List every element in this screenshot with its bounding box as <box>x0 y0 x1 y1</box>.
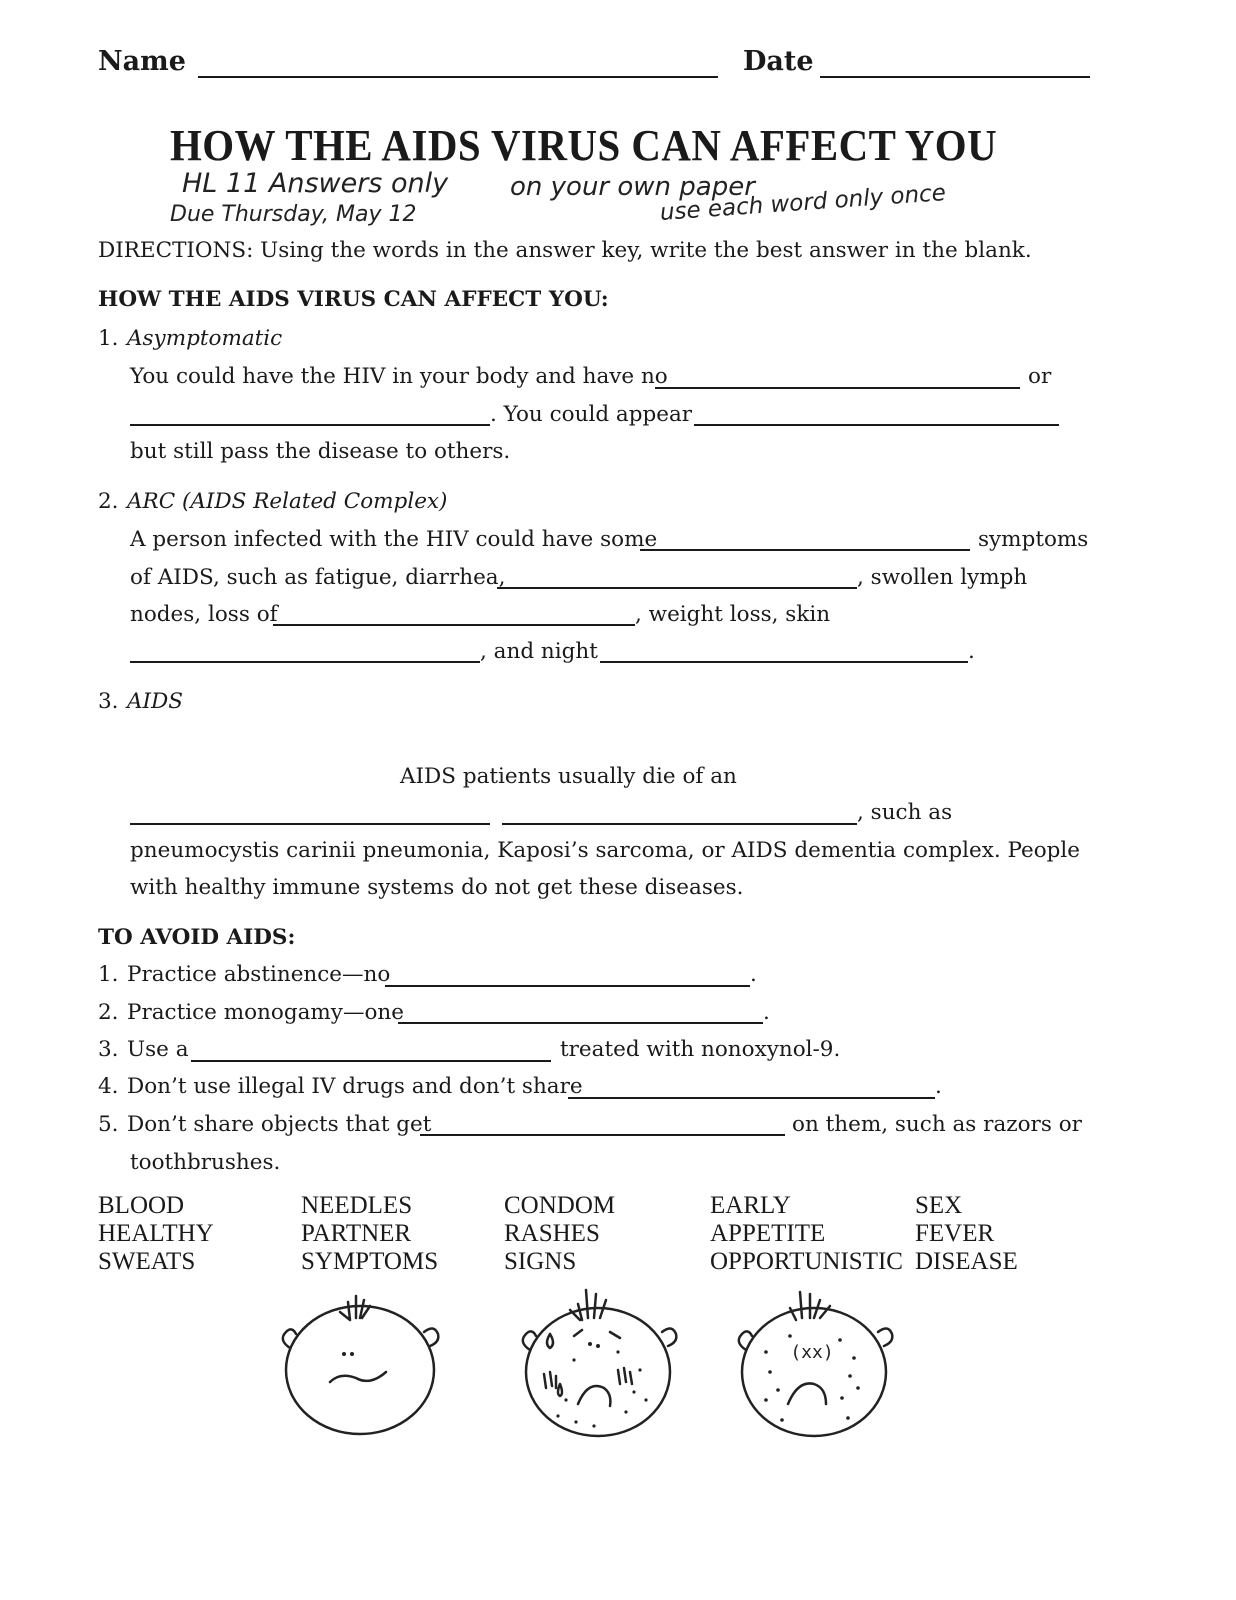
avoid-item5-number: 5. <box>98 1112 119 1137</box>
word-key-column-1 <box>98 1192 214 1276</box>
item1-blank-3[interactable] <box>694 422 1059 426</box>
word-key-term: CONDOM <box>504 1192 616 1219</box>
item1-blank-1[interactable] <box>655 385 1020 389</box>
item2-blank-5[interactable] <box>600 659 968 663</box>
section-heading-affect: HOW THE AIDS VIRUS CAN AFFECT YOU: <box>98 287 609 312</box>
avoid-item1-text: Practice abstinence—no <box>127 962 391 987</box>
word-key-term: BLOOD <box>98 1192 185 1219</box>
word-key-term: SYMPTOMS <box>301 1248 439 1275</box>
face-eyes-label: (xx) <box>790 1342 834 1363</box>
avoid-item5-blank[interactable] <box>420 1132 785 1136</box>
word-key-column-2 <box>301 1192 438 1276</box>
item3-text-3: pneumocystis carinii pneumonia, Kaposi’s sarcoma, or AIDS dementia complex. People <box>130 838 1081 863</box>
avoid-item3-blank[interactable] <box>191 1058 551 1062</box>
section-heading-avoid: TO AVOID AIDS: <box>98 925 296 950</box>
avoid-item3-end: treated with nonoxynol-9. <box>560 1037 841 1062</box>
avoid-item5-text: Don’t share objects that get <box>127 1112 432 1137</box>
item2-blank-1[interactable] <box>640 547 970 551</box>
page-title: HOW THE AIDS VIRUS CAN AFFECT YOU <box>170 121 998 170</box>
word-key-term: NEEDLES <box>301 1192 413 1219</box>
sad-face-illustration-1 <box>278 1282 448 1442</box>
avoid-item5-end: on them, such as razors or <box>792 1112 1082 1137</box>
item1-text-3: . You could appear <box>490 402 693 427</box>
word-key-term: HEALTHY <box>98 1220 214 1247</box>
item2-text-3: of AIDS, such as fatigue, diarrhea, <box>130 565 506 590</box>
handwritten-note-3: Due Thursday, May 12 <box>170 202 417 227</box>
avoid-item2-end: . <box>763 1000 770 1025</box>
item2-text-4: , swollen lymph <box>857 565 1028 590</box>
avoid-item4-text: Don’t use illegal IV drugs and don’t share <box>127 1074 583 1099</box>
item2-text-7: , and night <box>480 639 598 664</box>
item2-text-6: , weight loss, skin <box>635 602 831 627</box>
name-label: Name <box>98 46 186 77</box>
item3-number: 3. <box>98 689 119 714</box>
word-key-term: EARLY <box>710 1192 791 1219</box>
item2-text-8: . <box>968 639 975 664</box>
item3-title: AIDS <box>127 689 183 714</box>
word-key-term: APPETITE <box>710 1220 826 1247</box>
word-key-term: PARTNER <box>301 1220 412 1247</box>
date-field[interactable] <box>820 74 1090 78</box>
avoid-item2-number: 2. <box>98 1000 119 1025</box>
word-key-term: SEX <box>915 1192 963 1219</box>
avoid-item4-number: 4. <box>98 1074 119 1099</box>
item2-text-1: A person infected with the HIV could have some <box>130 527 658 552</box>
item1-text-2: or <box>1028 364 1052 389</box>
word-key-term: OPPORTUNISTIC <box>710 1248 903 1275</box>
item2-blank-4[interactable] <box>130 659 480 663</box>
avoid-item5-cont: toothbrushes. <box>130 1150 281 1175</box>
item2-number: 2. <box>98 489 119 514</box>
item3-text-2: , such as <box>857 800 953 825</box>
item3-blank-1[interactable] <box>130 821 490 825</box>
avoid-item3-number: 3. <box>98 1037 119 1062</box>
sick-face-illustration-2 <box>514 1280 684 1445</box>
item3-text-1: AIDS patients usually die of an <box>400 764 737 789</box>
item3-text-4: with healthy immune systems do not get these diseases. <box>130 875 744 900</box>
avoid-item4-end: . <box>935 1074 942 1099</box>
word-key-column-5 <box>915 1192 1018 1276</box>
item1-blank-2[interactable] <box>130 422 490 426</box>
word-key-column-4 <box>710 1192 903 1276</box>
item2-blank-3[interactable] <box>273 622 635 626</box>
handwritten-note-4: use each word only once <box>659 180 947 226</box>
handwritten-note-2: on your own paper <box>510 172 755 202</box>
item1-text-1: You could have the HIV in your body and have no <box>130 364 668 389</box>
item2-text-5: nodes, loss of <box>130 602 278 627</box>
item3-blank-2[interactable] <box>502 821 857 825</box>
word-key-term: RASHES <box>504 1220 600 1247</box>
item1-title: Asymptomatic <box>127 326 283 351</box>
handwritten-note-1: HL 11 Answers only <box>182 168 449 199</box>
item1-number: 1. <box>98 326 119 351</box>
avoid-item1-end: . <box>750 962 757 987</box>
avoid-item1-blank[interactable] <box>385 983 750 987</box>
item1-text-4: but still pass the disease to others. <box>130 439 511 464</box>
item2-title: ARC (AIDS Related Complex) <box>127 489 448 514</box>
word-key-term: SIGNS <box>504 1248 577 1275</box>
avoid-item4-blank[interactable] <box>568 1095 935 1099</box>
avoid-item1-number: 1. <box>98 962 119 987</box>
word-key-term: SWEATS <box>98 1248 196 1275</box>
word-key-column-3 <box>504 1192 615 1276</box>
word-key-term: DISEASE <box>915 1248 1018 1275</box>
name-field[interactable] <box>198 74 718 78</box>
date-label: Date <box>743 46 814 77</box>
directions: DIRECTIONS: Using the words in the answer key, write the best answer in the blank. <box>98 238 1032 263</box>
avoid-item2-blank[interactable] <box>398 1020 763 1024</box>
avoid-item3-text: Use a <box>127 1037 189 1062</box>
dying-face-illustration-3 <box>730 1280 900 1445</box>
word-key-term: FEVER <box>915 1220 995 1247</box>
avoid-item2-text: Practice monogamy—one <box>127 1000 404 1025</box>
item2-text-2: symptoms <box>978 527 1089 552</box>
item2-blank-2[interactable] <box>497 585 857 589</box>
